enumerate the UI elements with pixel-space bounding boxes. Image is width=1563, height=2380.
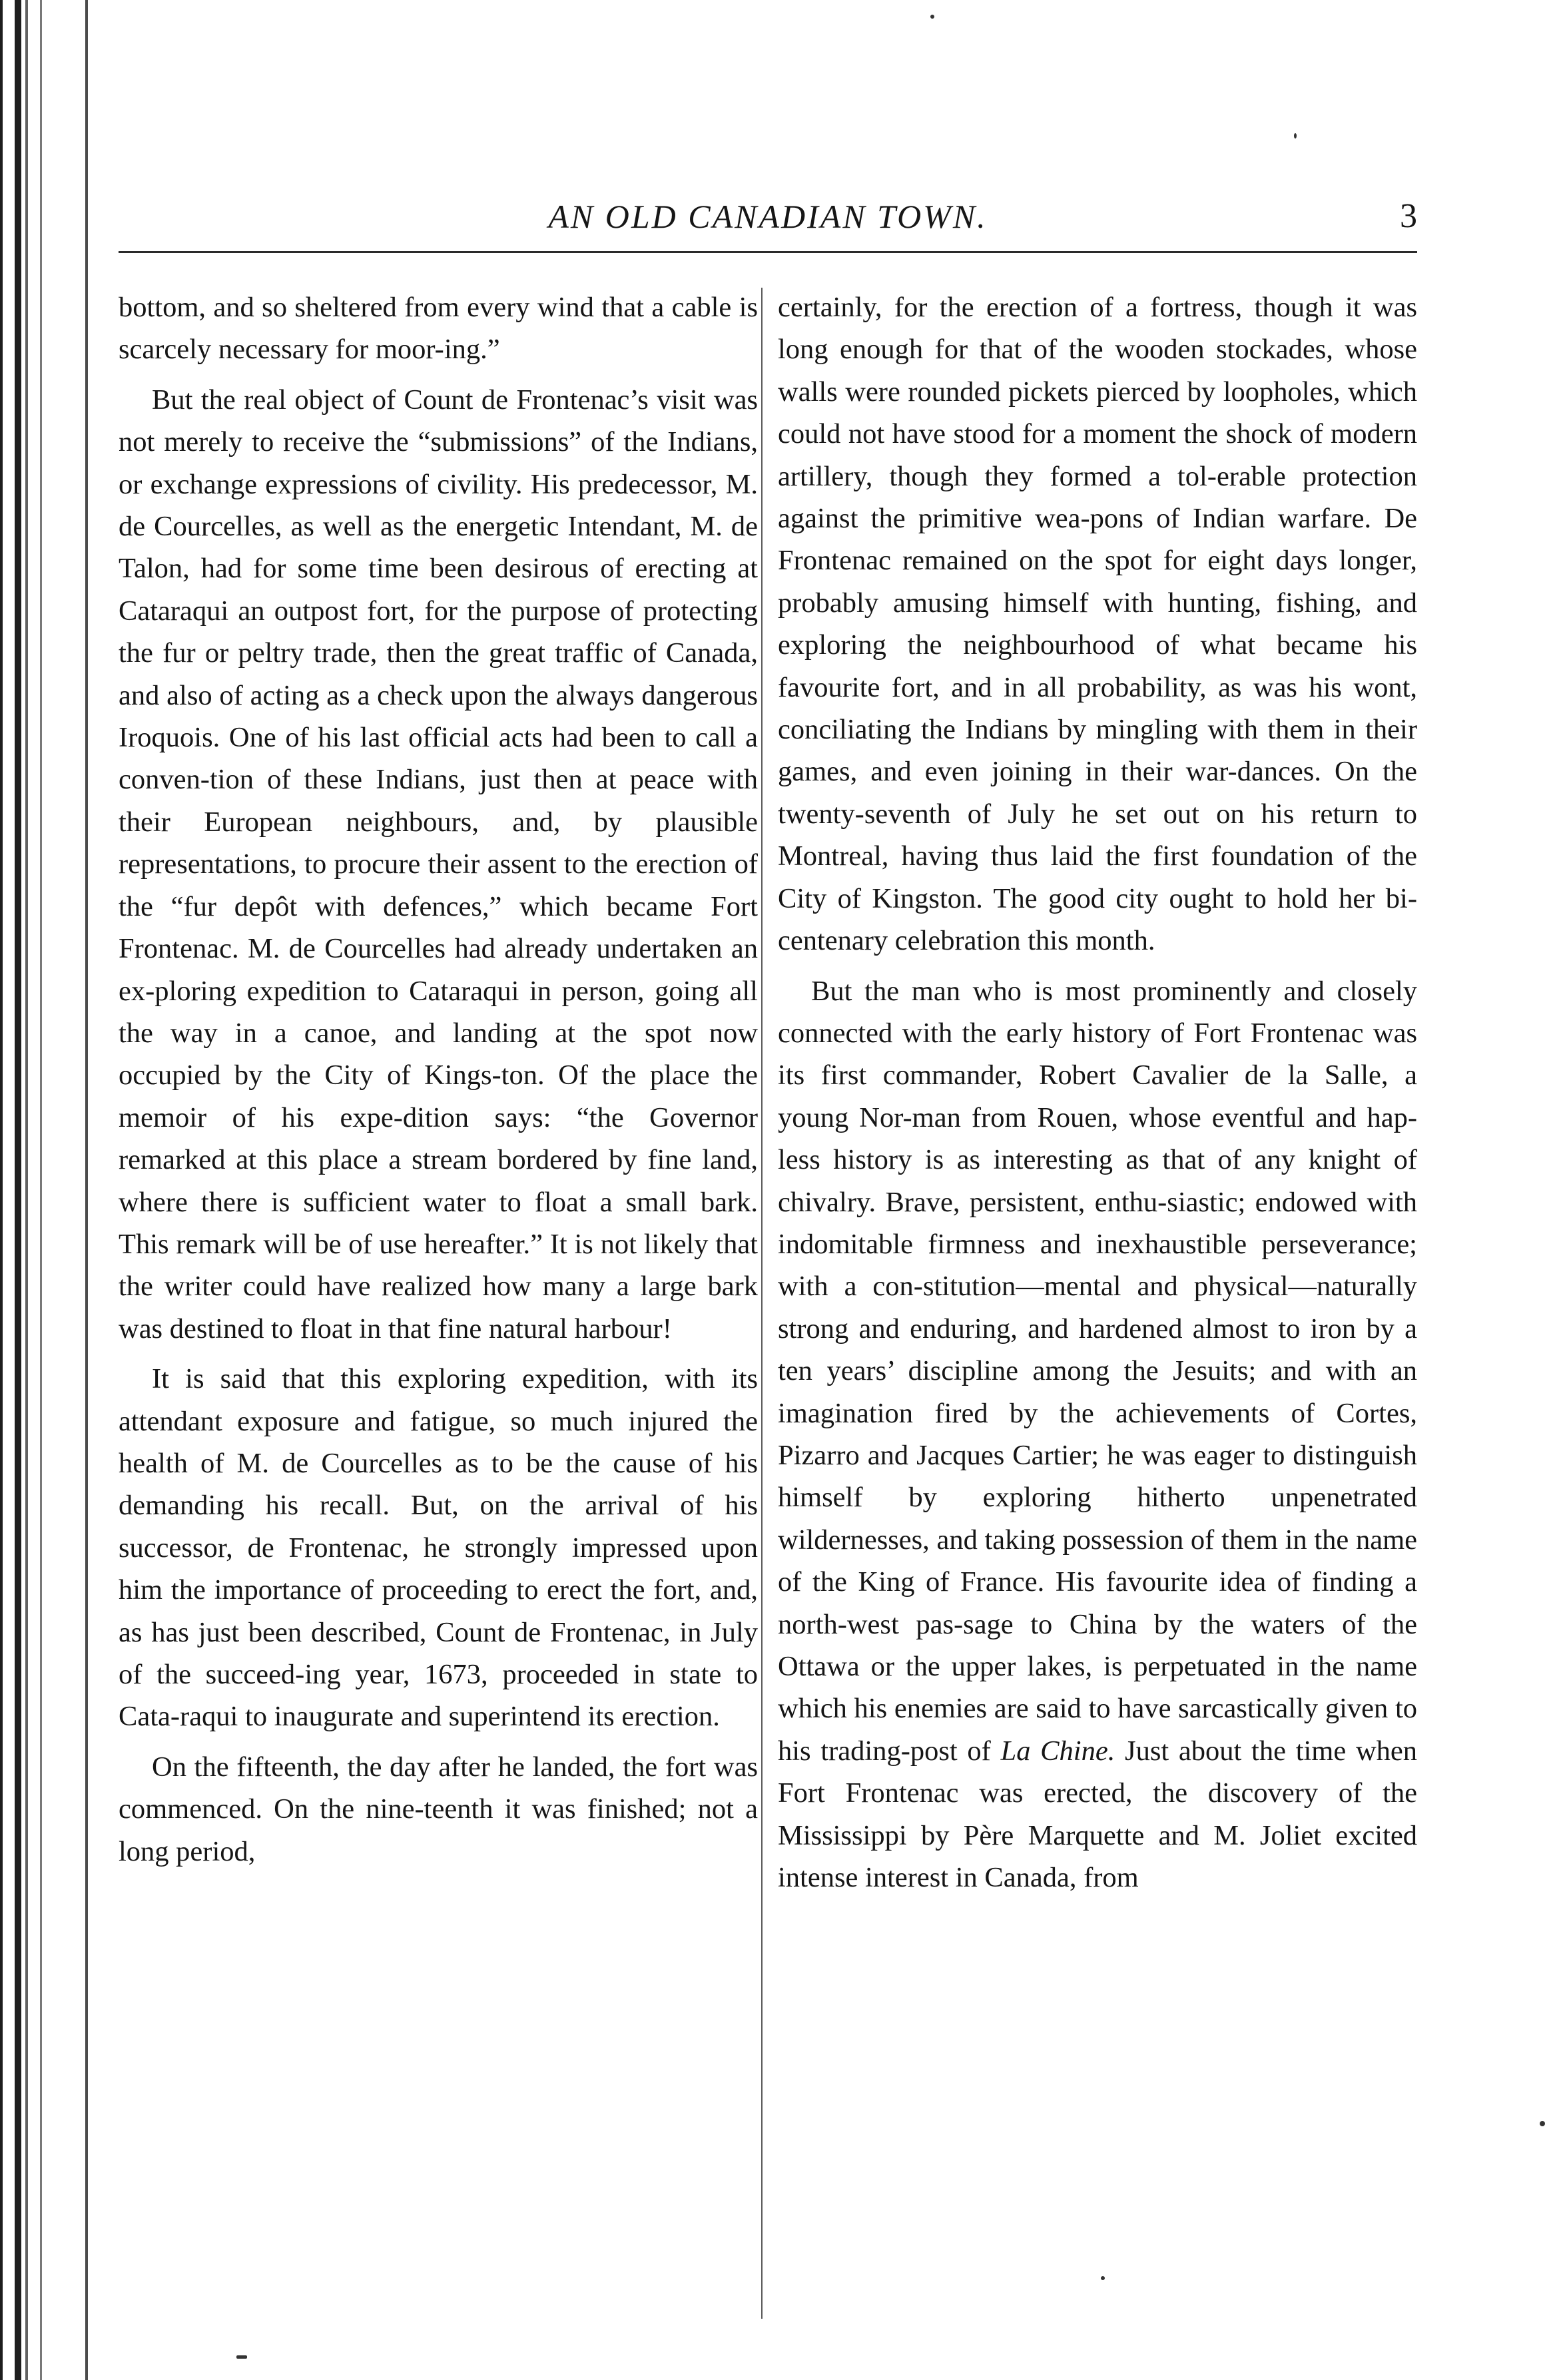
paragraph: bottom, and so sheltered from every wind that a cable is scarcely necessary for moor-ing.” [119, 292, 758, 366]
scan-speck [236, 2355, 247, 2359]
paragraph-text: But the man who is most prominently and closely connected with the early history of Fort Frontenac was its first commander, Robert Cavalier de la Salle, a young Nor-man from Rouen, whose eventful and hap-less history is as interesting as that of any knight of chivalry. Brave, persistent, enthu-siastic; endowed with indomitable firmness and inexhaustible perseverance; with a con-stitution—mental and physical—naturally strong and enduring, and hardened almost to iron by a ten years’ discipline among the Jesuits; and with an imagination fired by the achievements of Cortes, Pizarro and Jacques Cartier; he was eager to distinguish himself by exploring hitherto unpenetrated wildernesses, and taking possession of them in the name of the King of France. His favourite idea of finding a north-west pas-sage to China by the waters of the Ottawa or the upper lakes, is perpetuated in the name which his enemies are said to have sarcastically given to his trading-post of [778, 975, 1417, 1767]
paragraph: certainly, for the erection of a fortress, though it was long enough for that of the wooden stockades, whose walls were rounded pickets pierced by loopholes, which could not have stood for a moment the shock of modern artillery, though they formed a tol-erable protection against the primitive wea-pons of Indian warfare. De Frontenac remained on the spot for eight days longer, probably amusing himself with hunting, fishing, and exploring the neighbourhood of what became his favourite fort, and in all probability, as was his wont, conciliating the Indians by mingling with them in their games, and even joining in their war-dances. On the twenty-seventh of July he set out on his return to Montreal, having thus laid the first foundation of the City of Kingston. The good city ought to hold her bi-centenary celebration this month. [778, 292, 1417, 957]
paragraph: But the real object of Count de Frontenac’s visit was not merely to receive the “submissions” of the Indians, or exchange expressions of civility. His predecessor, M. de Courcelles, as well as the energetic Intendant, M. de Talon, had for some time been desirous of erecting at Cataraqui an outpost fort, for the purpose of protecting the fur or peltry trade, then the great traffic of Canada, and also of acting as a check upon the always dangerous Iroquois. One of his last official acts had been to call a conven-tion of these Indians, just then at peace with their European neighbours, and, by plausible representations, to procure their assent to the erection of the “fur depôt with defences,” which became Fort Frontenac. M. de Courcelles had already undertaken an ex-ploring expedition to Cataraqui in person, going all the way in a canoe, and landing at the spot now occupied by the City of Kings-ton. Of the place the memoir of his expe-dition says: “the Governor remarked at this place a stream bordered by fine land, where there is sufficient water to float a small bark. This remark will be of use hereafter.” It is not likely that the writer could have realized how many a large bark was destined to float in that fine natural harbour! [119, 384, 758, 1344]
left-column [119, 286, 758, 1881]
paragraph-text: Just about the time when Fort Frontenac was erected, the discovery of the Mississippi by Père Marquette and M. Joliet excited intense interest in Canada, from [778, 1735, 1418, 1894]
running-head: AN OLD CANADIAN TOWN. [548, 198, 988, 235]
right-column [778, 286, 1417, 1907]
page-binding-edge [0, 0, 100, 2380]
paragraph [778, 970, 1417, 1899]
scan-speck [930, 15, 934, 19]
italic-place-name: La Chine. [1000, 1735, 1115, 1767]
column-divider [761, 288, 763, 2319]
scan-speck [1294, 133, 1297, 139]
header-rule [119, 251, 1417, 253]
paragraph: It is said that this exploring expedition, with its attendant exposure and fatigue, so much injured the health of M. de Courcelles as to be the cause of his demanding his recall. But, on the arrival of his successor, de Frontenac, he strongly impressed upon him the importance of proceeding to erect the fort, and, as has just been described, Count de Frontenac, in July of the succeed-ing year, 1673, proceeded in state to Cata-raqui to inaugurate and superintend its erection. [119, 1363, 758, 1733]
scan-speck [1540, 2121, 1545, 2126]
page-header [119, 193, 1417, 246]
scan-speck [1101, 2276, 1105, 2280]
paragraph: On the fifteenth, the day after he landed, the fort was commenced. On the nine-teenth it was finished; not a long period, [119, 1751, 758, 1867]
page-number: 3 [1400, 197, 1417, 235]
